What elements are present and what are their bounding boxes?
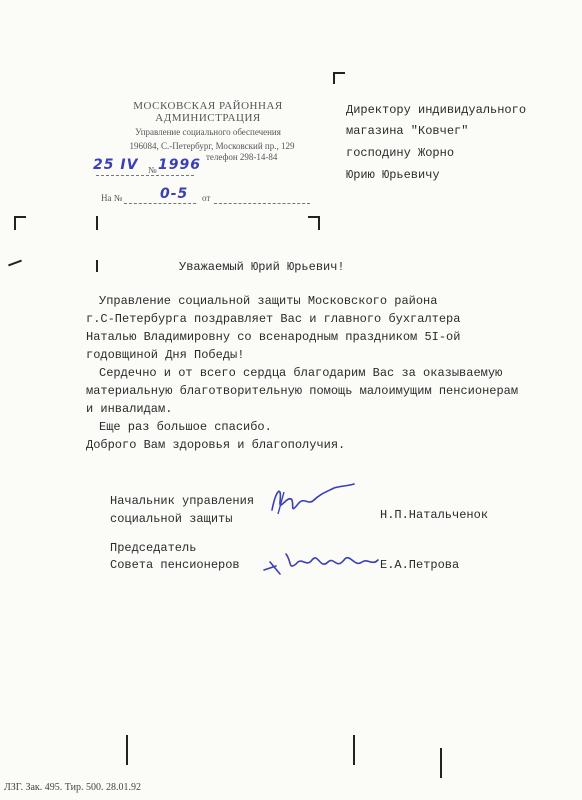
corner-mark-center (96, 216, 98, 230)
fold-mark-center (96, 260, 98, 272)
org-name-line2: АДМИНИСТРАЦИЯ (155, 112, 261, 124)
greeting: Уважаемый Юрий Юрьевич! (179, 260, 345, 274)
body-p2-line2: материальную благотворительную помощь малоимущим пенсионерам (86, 384, 519, 398)
date-underline (96, 174, 194, 176)
date-handwritten: 25 IV (93, 157, 139, 173)
corner-mark-top-right (333, 72, 345, 74)
reference-date-underline (214, 202, 310, 204)
body-p3: Еще раз большое спасибо. (99, 420, 272, 434)
body-p1-line4: годовщиной Дня Победы! (86, 348, 245, 362)
corner-mark-bottom-right (353, 735, 355, 765)
reference-underline (124, 202, 196, 204)
signer1-title-line1: Начальник управления (110, 494, 255, 508)
department-name: Управление социального обеспечения (135, 127, 281, 137)
reference-handwritten: 0-5 (160, 186, 189, 202)
corner-mark-left (14, 216, 26, 218)
body-p1-line1: Управление социальной защиты Московского района (99, 294, 438, 308)
signature-petrova (262, 548, 382, 585)
fold-mark-left (8, 260, 22, 267)
year-handwritten: 1996 (158, 157, 201, 173)
corner-mark-right (318, 216, 320, 230)
corner-mark-left (14, 216, 16, 230)
body-p2-line3: и инвалидам. (86, 402, 173, 416)
addressee-line1: Директору индивидуального (346, 103, 527, 117)
addressee-line2: магазина "Ковчег" (346, 124, 469, 138)
print-info: ЛЗГ. Зак. 495. Тир. 500. 28.01.92 (4, 782, 141, 793)
corner-mark-bottom-far-right (440, 748, 442, 778)
signer2-title-line1: Председатель (110, 541, 197, 555)
signer2-title-line2: Совета пенсионеров (110, 558, 240, 572)
org-name-line1: МОСКОВСКАЯ РАЙОННАЯ (133, 100, 283, 112)
addressee-line3: господину Жорно (346, 146, 455, 160)
body-p1-line2: г.С-Петербурга поздравляет Вас и главного бухгалтера (86, 312, 461, 326)
corner-mark-bottom-left (126, 735, 128, 765)
signer1-title-line2: социальной защиты (110, 512, 233, 526)
org-phone: телефон 298-14-84 (206, 152, 278, 162)
body-p2-line1: Сердечно и от всего сердца благодарим Вас за оказываемую (99, 366, 503, 380)
reference-from-label: от (202, 193, 211, 203)
addressee-line4: Юрию Юрьевичу (346, 168, 440, 182)
reference-label: На № (101, 193, 123, 203)
org-address: 196084, С.-Петербург, Московский пр., 129 (129, 141, 295, 151)
signer2-name: Е.А.Петрова (380, 558, 460, 572)
signature-natalchenok (268, 480, 358, 525)
number-label: № (148, 165, 157, 175)
body-p1-line3: Наталью Владимировну со всенародным праздником 5I-ой (86, 330, 461, 344)
body-p4: Доброго Вам здоровья и благополучия. (86, 438, 346, 452)
corner-mark-right (308, 216, 320, 218)
signer1-name: Н.П.Натальченок (380, 508, 489, 522)
